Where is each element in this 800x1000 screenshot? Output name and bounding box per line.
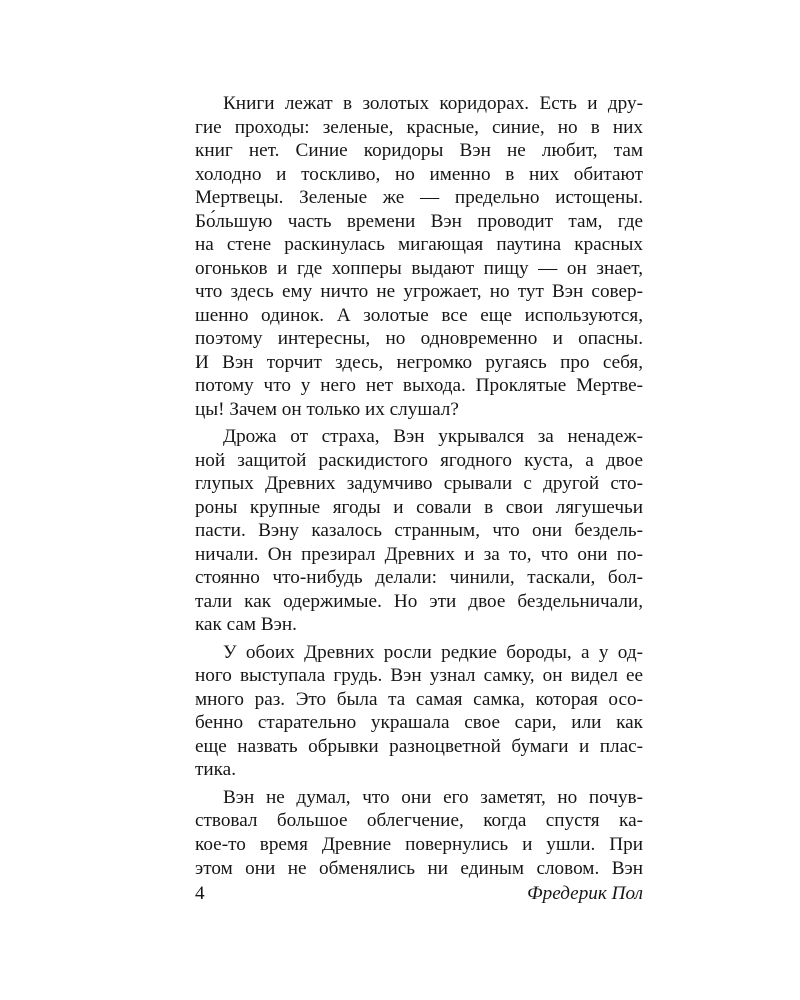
text-line: глупых Древних задумчиво срывали с другой сто- [195, 473, 643, 495]
text-line: ной защитой раскидистого ягодного куста, а двое [195, 449, 643, 471]
text-line: тали как одержимые. Но эти двое бездельничали, [195, 590, 643, 612]
text-line: кое-то время Древние повернулись и ушли. При [195, 833, 643, 855]
paragraph [195, 786, 643, 880]
text-line: поэтому интересны, но одновременно и опасны. [195, 328, 643, 350]
text-line: И Вэн торчит здесь, негромко ругаясь про себя, [195, 351, 643, 373]
text-line: У обоих Древних росли редкие бороды, а у од- [223, 641, 643, 663]
text-line: тика. [195, 759, 236, 781]
text-line: ничали. Он презирал Древних и за то, что они по- [195, 543, 643, 565]
text-line: роны крупные ягоды и совали в свои лягушечьи [195, 496, 643, 518]
text-line: пасти. Вэну казалось странным, что они бездель- [195, 520, 643, 542]
paragraph [195, 425, 643, 637]
text-line: ного выступала грудь. Вэн узнал самку, он видел ее [195, 665, 643, 687]
author-name: Фредерик Пол [527, 883, 643, 904]
text-line: огоньков и где хопперы выдают пищу — он знает, [195, 257, 643, 279]
text-line: этом они не обменялись ни единым словом. Вэн [195, 857, 643, 879]
text-line: Мертвецы. Зеленые же — предельно истощены. [195, 187, 643, 209]
text-line: ствовал большое облегчение, когда спустя ка- [195, 810, 643, 832]
text-line: что здесь ему ничто не угрожает, но тут Вэн совер- [195, 281, 643, 303]
text-line: цы! Зачем он только их слушал? [195, 398, 459, 420]
text-line: много раз. Это была та самая самка, которая осо- [195, 688, 643, 710]
paragraph [195, 92, 643, 421]
text-line: Дрожа от страха, Вэн укрывался за ненадеж- [223, 426, 643, 448]
book-page-text [195, 92, 643, 880]
text-line: еще назвать обрывки разноцветной бумаги и плас- [195, 735, 643, 757]
page-number: 4 [195, 883, 205, 904]
text-line: гие проходы: зеленые, красные, синие, но в них [195, 116, 643, 138]
text-line: на стене раскинулась мигающая паутина красных [195, 234, 643, 256]
text-line: шенно одинок. А золотые все еще используются, [195, 304, 643, 326]
text-line: книг нет. Синие коридоры Вэн не любит, там [195, 140, 643, 162]
text-line: потому что у него нет выхода. Проклятые Мертве- [195, 375, 643, 397]
text-line: Бо́льшую часть времени Вэн проводит там, где [195, 210, 643, 232]
text-line: как сам Вэн. [195, 614, 297, 636]
text-line: бенно старательно украшала свое сари, или как [195, 712, 643, 734]
text-line: холодно и тоскливо, но именно в них обитают [195, 163, 643, 185]
text-line: стоянно что-нибудь делали: чинили, таскали, бол- [195, 567, 643, 589]
page-footer [195, 882, 643, 906]
paragraph [195, 641, 643, 782]
text-line: Книги лежат в золотых коридорах. Есть и дру- [223, 93, 643, 114]
text-line: Вэн не думал, что они его заметят, но почув- [223, 786, 643, 808]
